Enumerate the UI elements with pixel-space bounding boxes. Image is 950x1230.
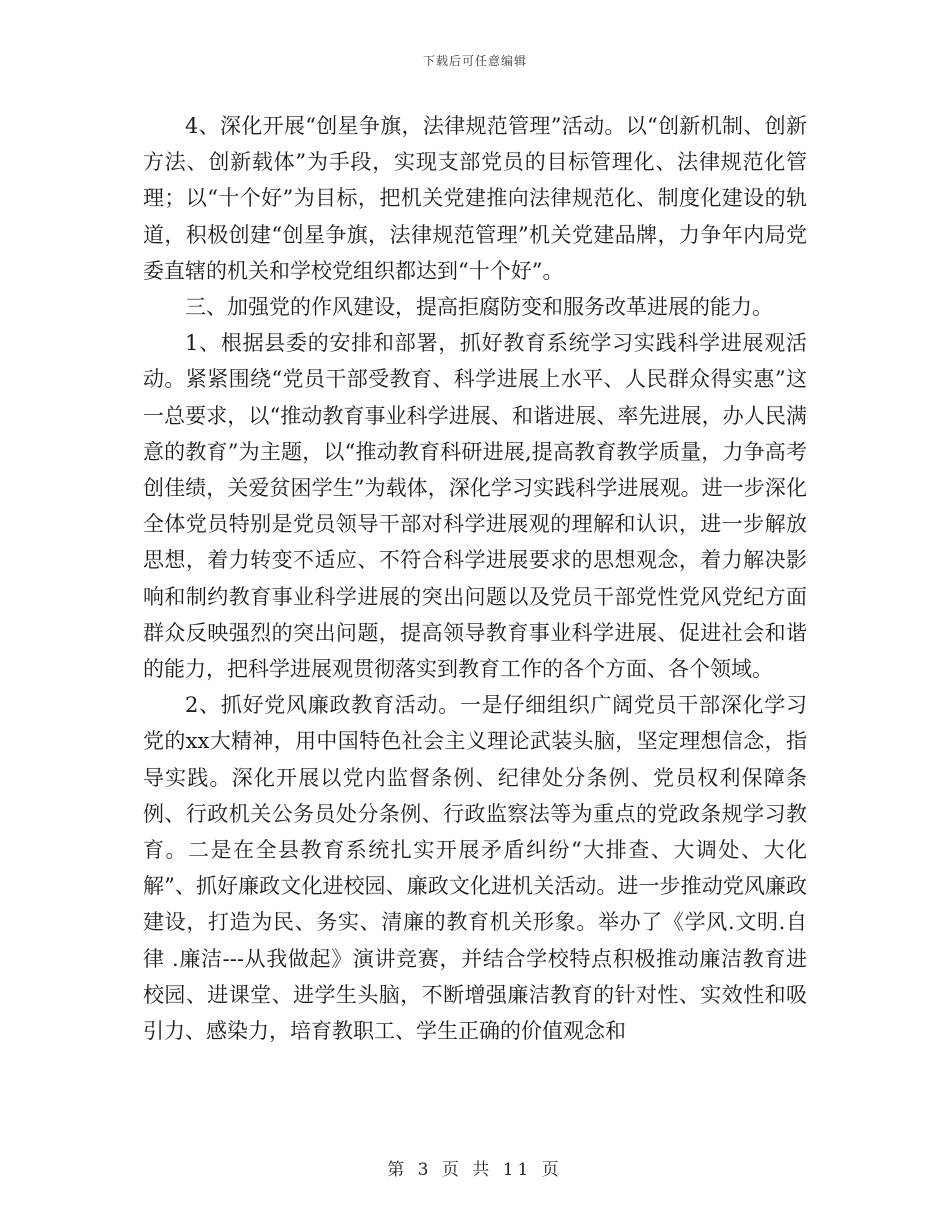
- page-number-label: 第 3 页 共 11 页: [387, 1160, 563, 1180]
- paragraph-item-4: 4、深化开展“创星争旗，法律规范管理”活动。以“创新机制、创新方法、创新载体”为手段，实现支部党员的目标管理化、法律规范化管理；以“十个好”为目标，把机关党建推向法律规范化、制度化建设的轨道，积极创建“创星争旗，法律规范管理”机关党建品牌，力争年内局党委直辖的机关和学校党组织都达到“十个好”。: [143, 114, 807, 283]
- section-heading-3: 三、加强党的作风建设，提高拒腐防变和服务改革进展的能力。: [185, 295, 773, 320]
- page-header-note: 下载后可任意编辑: [422, 54, 527, 68]
- document-body: [143, 108, 807, 1049]
- paragraph-item-2: 2、抓好党风廉政教育活动。一是仔细组织广阔党员干部深化学习党的xx大精神，用中国特色社会主义理论武装头脑，坚定理想信念，指导实践。深化开展以党内监督条例、纪律处分条例、党员权利保障条例、行政机关公务员处分条例、行政监察法等为重点的党政条规学习教育。二是在全县教育系统扎实开展矛盾纠纷“大排查、大调处、大化解”、抓好廉政文化进校园、廉政文化进机关活动。进一步推动党风廉政建设，打造为民、务实、清廉的教育机关形象。举办了《学风.文明.自律 .廉洁---从我做起》演讲竞赛，并结合学校特点积极推动廉洁教育进校园、进课堂、进学生头脑，不断增强廉洁教育的针对性、实效性和吸引力、感染力，培育教职工、学生正确的价值观念和: [143, 693, 807, 1044]
- page-number-footer: [0, 1155, 950, 1180]
- paragraph-item-1: 1、根据县委的安排和部署，抓好教育系统学习实践科学进展观活动。紧紧围绕“党员干部受教育、科学进展上水平、人民群众得实惠”这一总要求，以“推动教育事业科学进展、和谐进展、率先进展，办人民满意的教育”为主题，以“推动教育科研进展,提高教育教学质量，力争高考创佳绩，关爱贫困学生”为载体，深化学习实践科学进展观。进一步深化全体党员特别是党员领导干部对科学进展观的理解和认识，进一步解放思想，着力转变不适应、不符合科学进展要求的思想观念，着力解决影响和制约教育事业科学进展的突出问题以及党员干部党性党风党纪方面群众反映强烈的突出问题，提高领导教育事业科学进展、促进社会和谐的能力，把科学进展观贯彻落实到教育工作的各个方面、各个领域。: [143, 331, 807, 682]
